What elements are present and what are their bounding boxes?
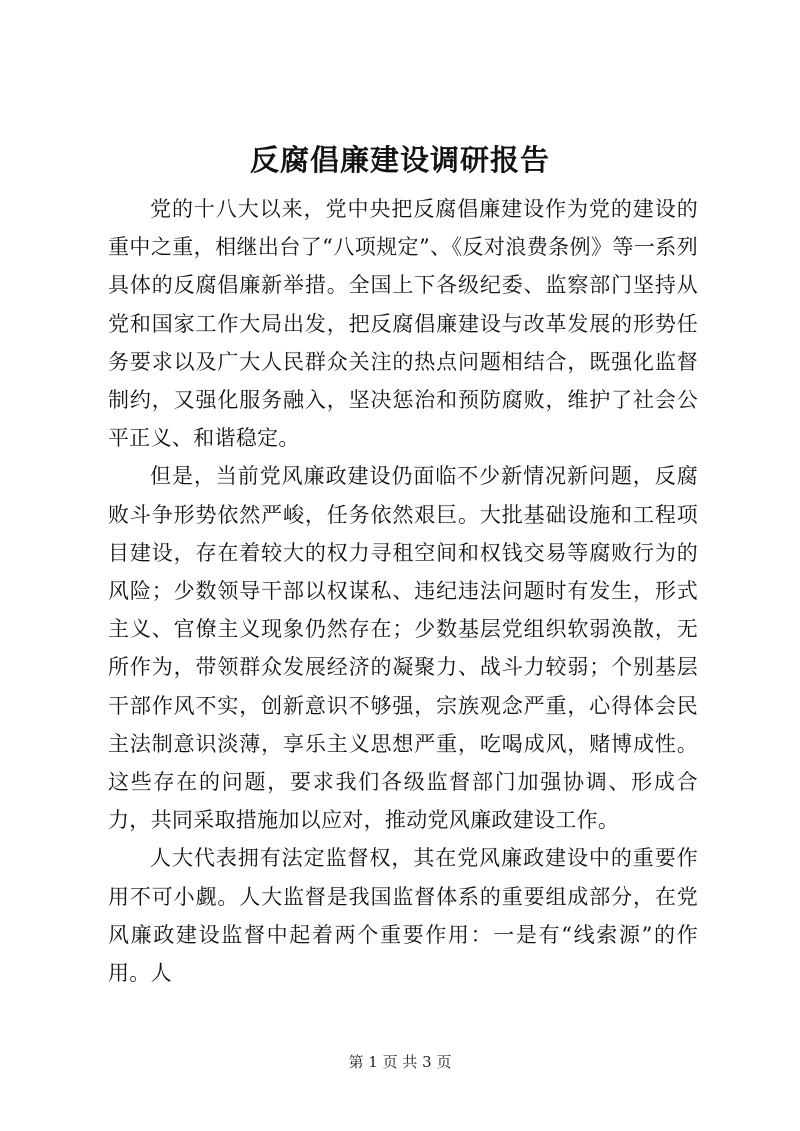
paragraph-1: 党的十八大以来，党中央把反腐倡廉建设作为党的建设的重中之重，相继出台了“八项规定”、《反对浪费条例》等一系列具体的反腐倡廉新举措。全国上下各级纪委、监察部门坚持从党和国家工作大局出发，把反腐倡廉建设与改革发展的形势任务要求以及广大人民群众关注的热点问题相结合，既强化监督制约，又强化服务融入，坚决惩治和预防腐败，维护了社会公平正义、和谐稳定。 [108,197,698,451]
document-title: 反腐倡廉建设调研报告 [249,143,550,177]
document-body [108,190,698,992]
paragraph-2: 但是，当前党风廉政建设仍面临不少新情况新问题，反腐败斗争形势依然严峻，任务依然艰巨。大批基础设施和工程项目建设，存在着较大的权力寻租空间和权钱交易等腐败行为的风险；少数领导干部以权谋私、违纪违法问题时有发生，形式主义、官僚主义现象仍然存在；少数基层党组织软弱涣散，无所作为，带领群众发展经济的凝聚力、战斗力较弱；个别基层干部作风不实，创新意识不够强，宗族观念严重，心得体会民主法制意识淡薄，享乐主义思想严重，吃喝成风，赌博成性。这些存在的问题，要求我们各级监督部门加强协调、形成合力，共同采取措施加以应对，推动党风廉政建设工作。 [108,464,698,833]
page-number-footer: 第 1 页 共 3 页 [348,1053,452,1071]
paragraph-3: 人大代表拥有法定监督权，其在党风廉政建设中的重要作用不可小觑。人大监督是我国监督体系的重要组成部分，在党风廉政建设监督中起着两个重要作用：一是有“线索源”的作用。人 [108,846,698,986]
